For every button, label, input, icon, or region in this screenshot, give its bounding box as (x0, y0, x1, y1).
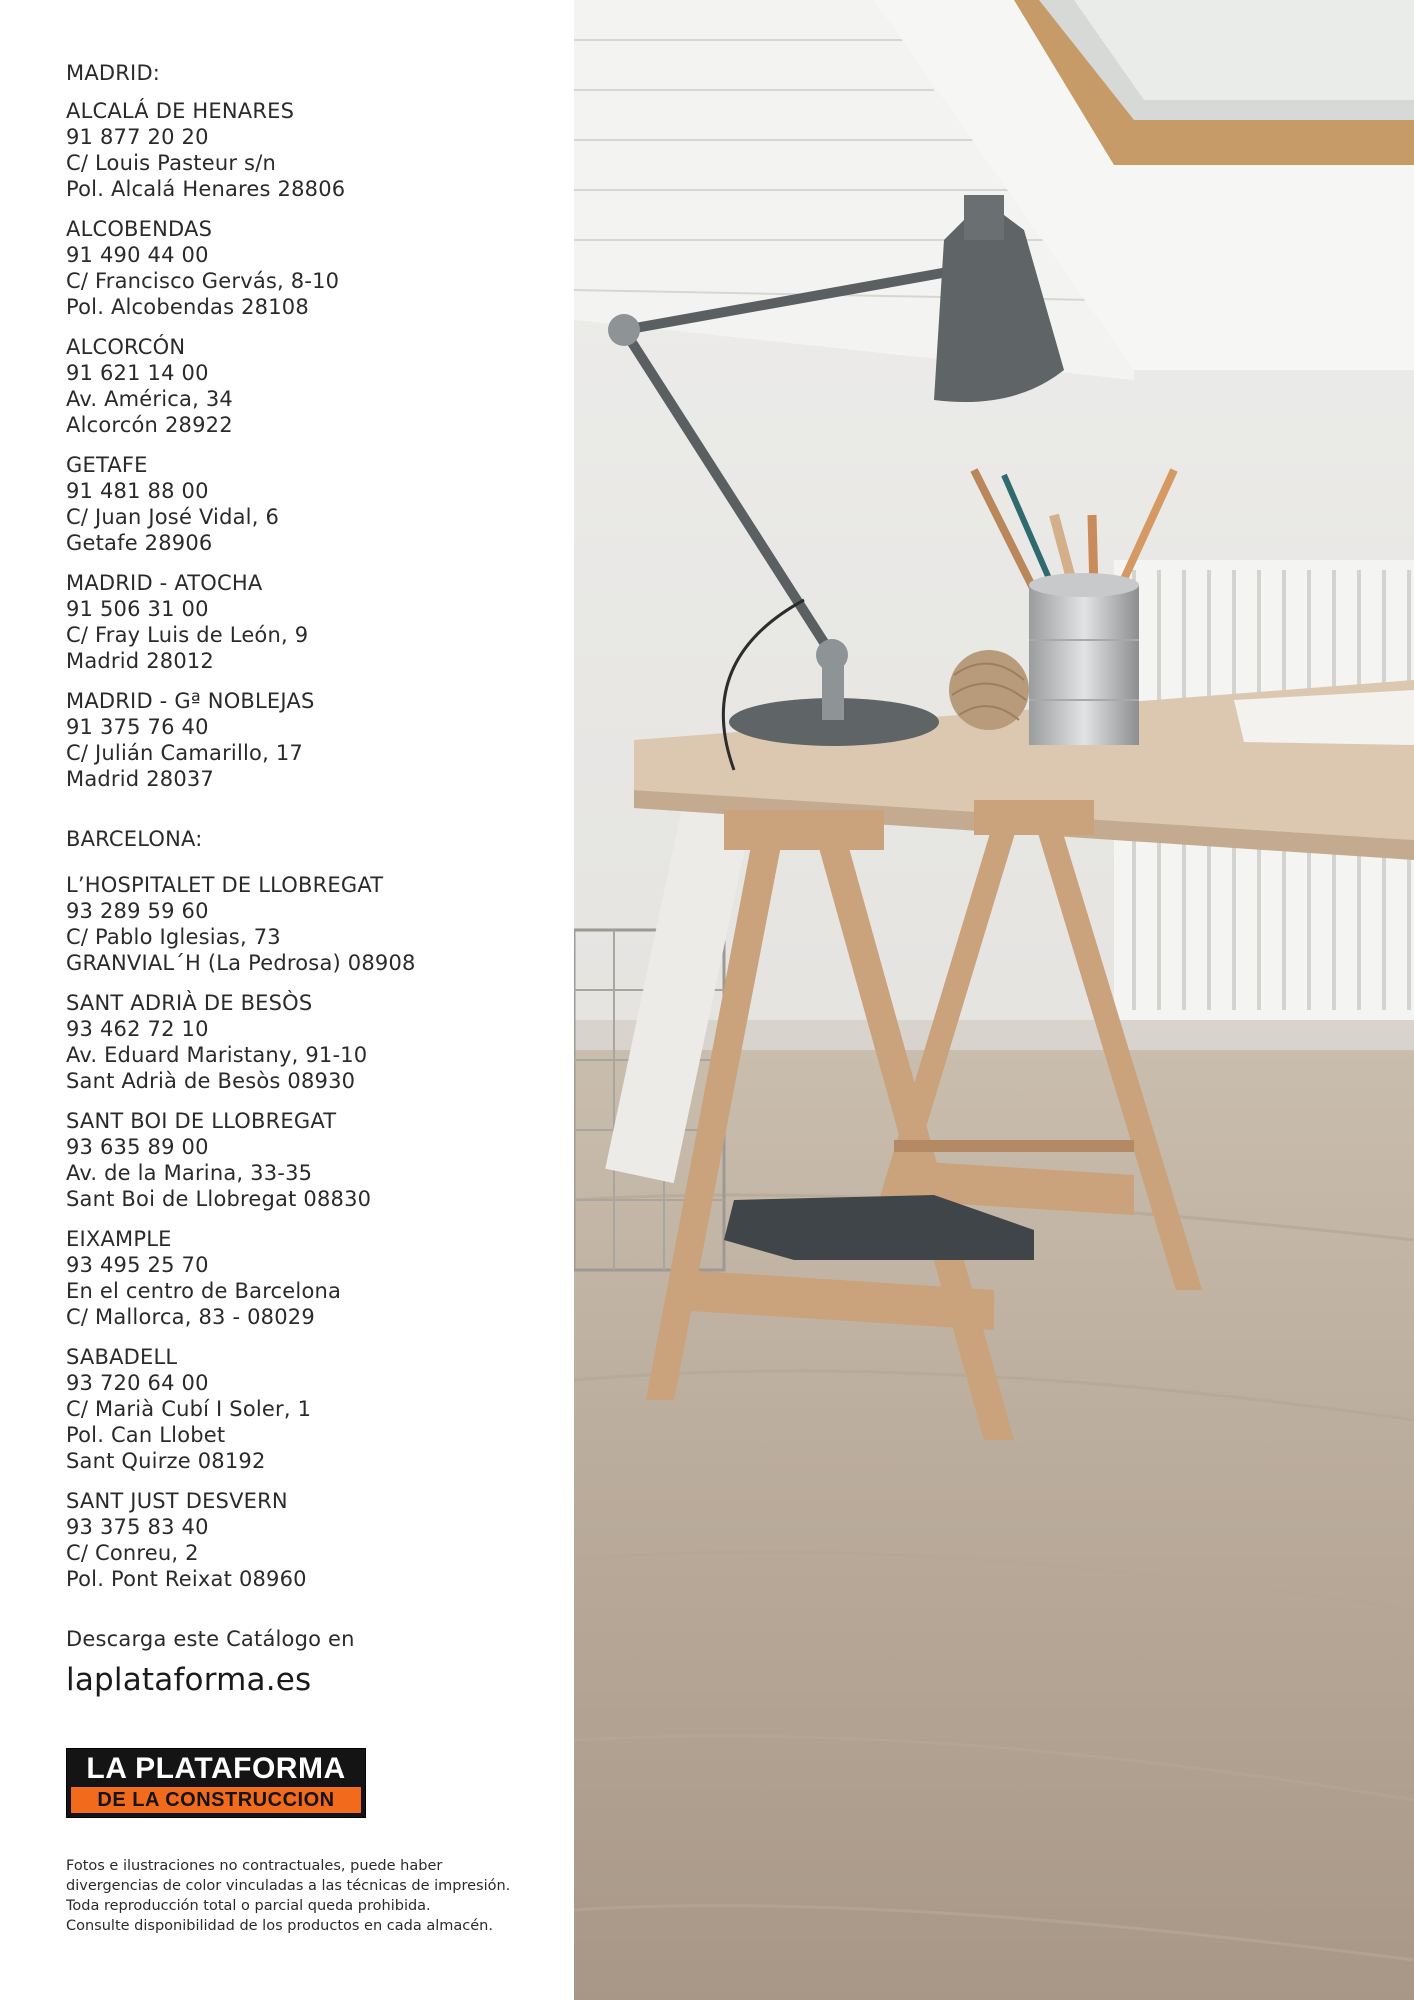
store-address: Sant Boi de Llobregat 08830 (66, 1187, 372, 1211)
region-title-barcelona: BARCELONA: (66, 827, 203, 851)
store-phone: 93 635 89 00 (66, 1135, 209, 1159)
store-address: Getafe 28906 (66, 531, 213, 555)
disclaimer (66, 1856, 566, 1936)
store-address: C/ Pablo Iglesias, 73 (66, 925, 281, 949)
store-address: Pol. Can Llobet (66, 1423, 226, 1447)
store-alcorcon (66, 334, 566, 438)
trestle-shelf (894, 1140, 1134, 1152)
store-address: Sant Adrià de Besòs 08930 (66, 1069, 356, 1093)
store-name: L’HOSPITALET DE LLOBREGAT (66, 873, 384, 897)
store-name: SANT BOI DE LLOBREGAT (66, 1109, 337, 1133)
store-name: MADRID - ATOCHA (66, 571, 263, 595)
store-hospitalet (66, 872, 566, 976)
store-address: GRANVIAL´H (La Pedrosa) 08908 (66, 951, 416, 975)
store-address: C/ Marià Cubí I Soler, 1 (66, 1397, 312, 1421)
store-address: Av. de la Marina, 33-35 (66, 1161, 313, 1185)
store-address: Sant Quirze 08192 (66, 1449, 266, 1473)
store-madrid-atocha (66, 570, 566, 674)
store-address: C/ Francisco Gervás, 8-10 (66, 269, 340, 293)
store-sant-boi (66, 1108, 566, 1212)
store-phone: 93 495 25 70 (66, 1253, 209, 1277)
store-eixample (66, 1226, 566, 1330)
store-address: Av. América, 34 (66, 387, 233, 411)
store-madrid-noblejas (66, 688, 566, 792)
store-address: C/ Louis Pasteur s/n (66, 151, 276, 175)
store-directory-panel (0, 0, 574, 2000)
store-name: GETAFE (66, 453, 148, 477)
store-address: C/ Fray Luis de León, 9 (66, 623, 309, 647)
store-phone: 91 877 20 20 (66, 125, 209, 149)
store-phone: 93 375 83 40 (66, 1515, 209, 1539)
store-sant-just (66, 1488, 566, 1592)
store-address: Av. Eduard Maristany, 91-10 (66, 1043, 368, 1067)
region-title-madrid: MADRID: (66, 61, 161, 85)
website-link[interactable]: laplataforma.es (66, 1662, 312, 1698)
store-address: C/ Juan José Vidal, 6 (66, 505, 280, 529)
store-address: Madrid 28012 (66, 649, 214, 673)
store-address: C/ Conreu, 2 (66, 1541, 199, 1565)
store-name: ALCALÁ DE HENARES (66, 99, 295, 123)
store-address: Madrid 28037 (66, 767, 214, 791)
store-phone: 93 720 64 00 (66, 1371, 209, 1395)
store-sabadell (66, 1344, 566, 1474)
attic-desk-illustration (574, 0, 1414, 2000)
store-name: SABADELL (66, 1345, 178, 1369)
store-address: En el centro de Barcelona (66, 1279, 342, 1303)
store-name: EIXAMPLE (66, 1227, 172, 1251)
store-name: SANT ADRIÀ DE BESÒS (66, 991, 313, 1015)
store-phone: 91 621 14 00 (66, 361, 209, 385)
logo-line-2: DE LA CONSTRUCCION (71, 1787, 361, 1813)
store-phone: 91 375 76 40 (66, 715, 209, 739)
store-address: Pol. Alcobendas 28108 (66, 295, 309, 319)
download-label: Descarga este Catálogo en (66, 1627, 355, 1651)
store-directory (66, 60, 566, 1700)
store-name: ALCOBENDAS (66, 217, 213, 241)
store-name: ALCORCÓN (66, 335, 186, 359)
store-name: MADRID - Gª NOBLEJAS (66, 689, 315, 713)
brand-logo (66, 1748, 366, 1818)
store-phone: 93 462 72 10 (66, 1017, 209, 1041)
store-address: C/ Mallorca, 83 - 08029 (66, 1305, 315, 1329)
store-alcobendas (66, 216, 566, 320)
logo-line-1: LA PLATAFORMA (86, 1752, 346, 1785)
disclaimer-line: Toda reproducción total o parcial queda prohibida. (66, 1898, 431, 1914)
store-address: Alcorcón 28922 (66, 413, 233, 437)
store-phone: 91 490 44 00 (66, 243, 209, 267)
disclaimer-line: Consulte disponibilidad de los productos en cada almacén. (66, 1918, 493, 1934)
disclaimer-line: divergencias de color vinculadas a las técnicas de impresión. (66, 1878, 511, 1894)
store-sant-adria (66, 990, 566, 1094)
store-address: Pol. Pont Reixat 08960 (66, 1567, 307, 1591)
store-phone: 91 506 31 00 (66, 597, 209, 621)
store-address: Pol. Alcalá Henares 28806 (66, 177, 346, 201)
store-name: SANT JUST DESVERN (66, 1489, 288, 1513)
store-phone: 93 289 59 60 (66, 899, 209, 923)
store-phone: 91 481 88 00 (66, 479, 209, 503)
interior-photo (574, 0, 1414, 2000)
store-address: C/ Julián Camarillo, 17 (66, 741, 303, 765)
disclaimer-line: Fotos e ilustraciones no contractuales, puede haber (66, 1858, 443, 1874)
store-getafe (66, 452, 566, 556)
store-alcala (66, 98, 566, 202)
